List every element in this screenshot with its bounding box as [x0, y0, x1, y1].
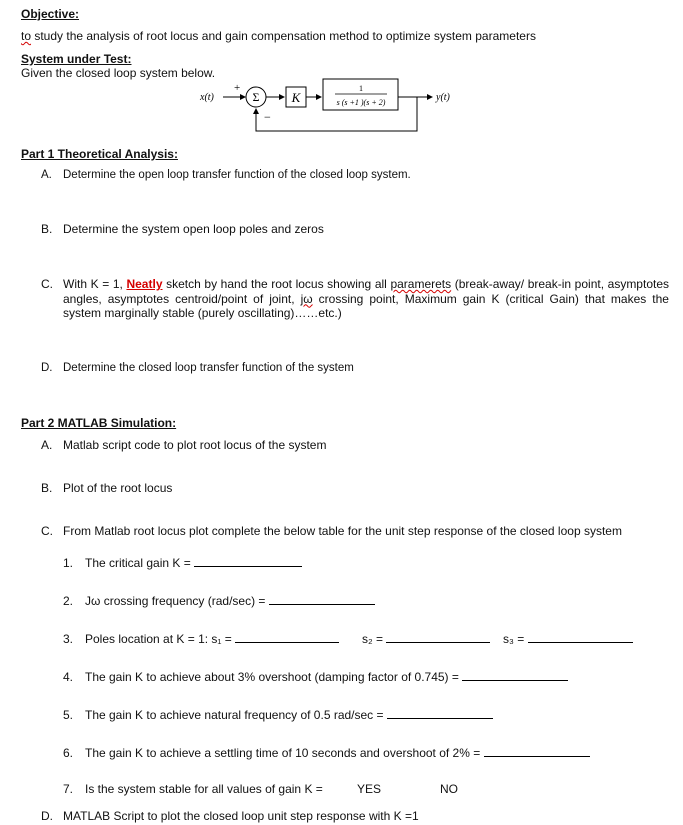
question-number: 7. — [63, 782, 74, 796]
item-text: Determine the closed loop transfer function of the system — [63, 362, 354, 374]
gain-label: K — [291, 90, 301, 105]
objective-text-rest: study the analysis of root locus and gain compensation method to optimize system parameters — [31, 29, 536, 43]
question-3-s3 — [503, 630, 633, 646]
minus-sign: − — [264, 110, 271, 124]
part1-item-a — [41, 169, 411, 181]
item-label: A. — [41, 169, 52, 181]
part1-item-c-label: C. — [41, 277, 53, 291]
answer-blank-s2[interactable] — [386, 630, 490, 643]
question-1 — [63, 554, 302, 570]
part2-item-a — [41, 438, 326, 452]
question-text: The critical gain K = — [85, 556, 191, 570]
sum-symbol: Σ — [252, 90, 260, 104]
question-text: The gain K to achieve about 3% overshoot (damping factor of 0.745) = — [85, 670, 459, 684]
part1-item-c-text: With K = 1, Neatly sketch by hand the root locus showing all paramerets (break-away/ break-in point, asymptotes angles, asymptotes centroid/point of joint, jω crossing point, Maximum gain K (critical Gain) that makes the system marginally stable (purely oscillating)……etc.) — [63, 277, 670, 320]
system-text: Given the closed loop system below. — [21, 66, 216, 80]
part2-heading: Part 2 MATLAB Simulation: — [21, 416, 177, 430]
item-label: C. — [41, 524, 53, 538]
answer-blank-natural-frequency-gain[interactable] — [387, 706, 493, 719]
part2-item-b — [41, 481, 172, 495]
part2-item-c — [41, 524, 622, 538]
question-number: 3. — [63, 632, 74, 646]
objective-text-lead: to — [21, 29, 32, 43]
item-text: From Matlab root locus plot complete the below table for the unit step response of the closed loop system — [63, 524, 622, 538]
question-3 — [63, 630, 339, 646]
jw-symbol: jω — [300, 291, 313, 306]
question-number: 1. — [63, 556, 74, 570]
item-text: Determine the open loop transfer function of the closed loop system. — [63, 169, 411, 181]
question-number: 4. — [63, 670, 74, 684]
question-number: 5. — [63, 708, 74, 722]
s2-label: s₂ = — [362, 632, 383, 646]
item-label: D. — [41, 809, 53, 823]
neatly-emphasis: Neatly — [126, 277, 163, 291]
item-text: Plot of the root locus — [63, 481, 173, 495]
part1-item-b — [41, 222, 324, 236]
no-option[interactable]: NO — [440, 782, 458, 796]
input-label: x(t) — [200, 92, 214, 103]
s3-label: s₃ = — [503, 632, 525, 646]
item-text: Determine the system open loop poles and zeros — [63, 222, 324, 236]
item-label: D. — [41, 362, 53, 374]
tf-denominator: s (s +1 )(s + 2) — [336, 98, 386, 107]
answer-blank-jw-frequency[interactable] — [269, 592, 375, 605]
yes-option[interactable]: YES — [357, 782, 382, 796]
item-label: B. — [41, 481, 53, 495]
item-text: Matlab script code to plot root locus of the system — [63, 438, 327, 452]
system-heading: System under Test: — [21, 52, 132, 66]
question-number: 2. — [63, 594, 74, 608]
question-6 — [63, 744, 590, 760]
question-5 — [63, 706, 493, 722]
plus-sign: + — [234, 82, 241, 94]
paramerets-word: paramerets — [390, 277, 452, 291]
item-label: A. — [41, 438, 53, 452]
part1-item-d — [41, 362, 354, 374]
answer-blank-s1[interactable] — [235, 630, 339, 643]
question-text: The gain K to achieve natural frequency of 0.5 rad/sec = — [85, 708, 384, 722]
question-4 — [63, 668, 568, 684]
block-diagram — [196, 76, 486, 138]
question-text: Jω crossing frequency (rad/sec) = — [85, 594, 266, 608]
item-text: MATLAB Script to plot the closed loop unit step response with K =1 — [63, 809, 419, 823]
objective-text — [21, 29, 536, 43]
answer-blank-settling-time-gain[interactable] — [484, 744, 590, 757]
answer-blank-critical-gain[interactable] — [194, 554, 302, 567]
objective-heading: Objective: — [21, 7, 80, 21]
question-3-s2 — [362, 630, 490, 646]
part2-item-d — [41, 809, 419, 823]
part1-heading: Part 1 Theoretical Analysis: — [21, 147, 178, 161]
item-label: B. — [41, 222, 53, 236]
answer-blank-s3[interactable] — [528, 630, 633, 643]
tf-numerator: 1 — [359, 84, 363, 93]
question-number: 6. — [63, 746, 74, 760]
question-text: The gain K to achieve a settling time of 10 seconds and overshoot of 2% = — [85, 746, 481, 760]
question-2 — [63, 592, 375, 608]
question-7 — [63, 782, 323, 796]
question-text: Is the system stable for all values of gain K = — [85, 782, 323, 796]
output-label: y(t) — [436, 92, 450, 103]
answer-blank-overshoot-gain[interactable] — [462, 668, 568, 681]
question-text: Poles location at K = 1: s₁ = — [85, 632, 232, 646]
